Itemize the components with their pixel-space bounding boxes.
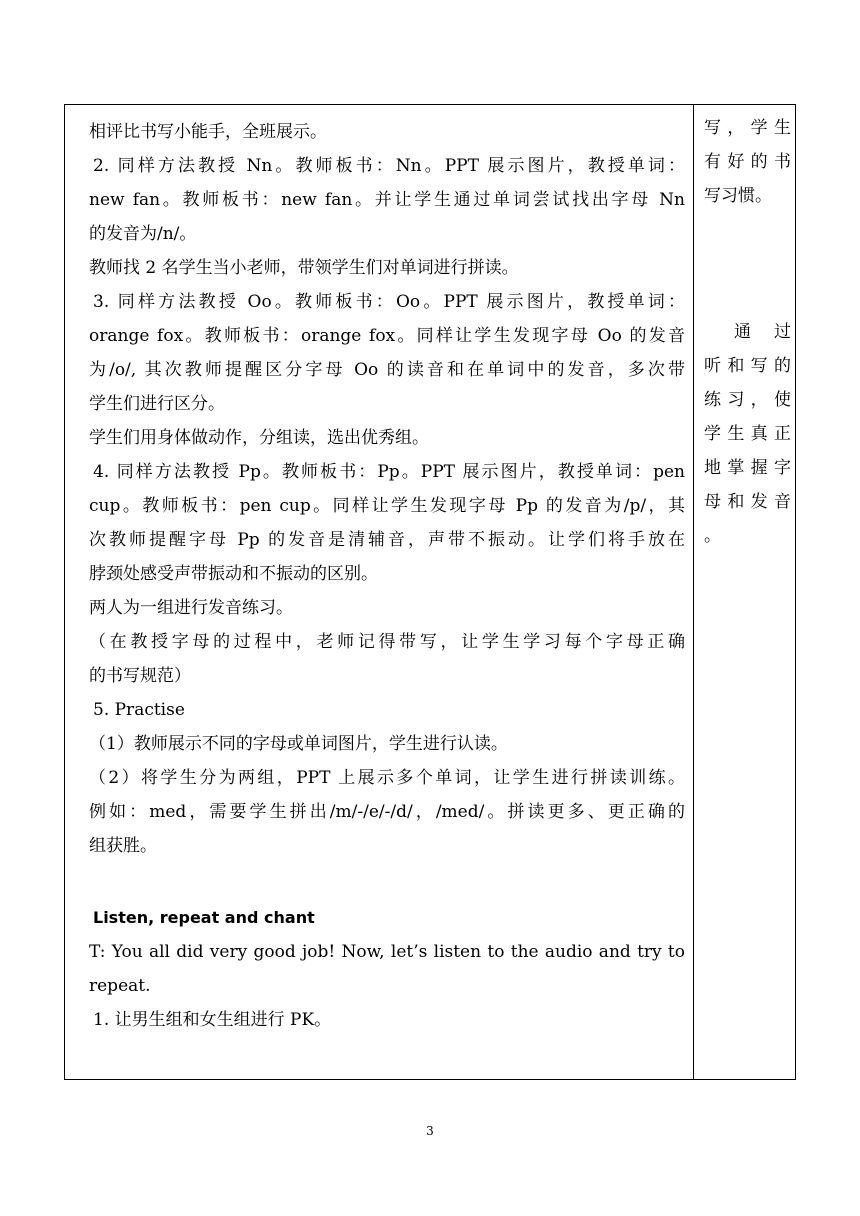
text-line: orange fox。教师板书：orange fox。同样让学生发现字母 Oo 的发音: [89, 326, 685, 346]
page-number: 3: [426, 1124, 434, 1138]
procedure-column: [65, 105, 693, 1037]
text-line: 学生们用身体做动作，分组读，选出优秀组。: [89, 428, 429, 448]
text-line: （在教授字母的过程中，老师记得带写，让学生学习每个字母正确: [89, 632, 685, 652]
text-line: 例如：med，需要学生拼出/m/-/e/-/d/，/med/。拼读更多、更正确的: [89, 802, 685, 822]
text-line: 1. 让男生组和女生组进行 PK。: [93, 1010, 332, 1030]
text-line: cup。教师板书：pen cup。同样让学生发现字母 Pp 的发音为/p/，其: [89, 496, 685, 516]
text-line: 的书写规范）: [89, 666, 191, 686]
text-line: 组获胜。: [89, 836, 157, 856]
text-line: 为/o/, 其次教师提醒区分字母 Oo 的读音和在单词中的发音，多次带: [89, 360, 685, 380]
text-line: 次教师提醒字母 Pp 的发音是清辅音，声带不振动。让学们将手放在: [89, 530, 685, 550]
side-line: 有好的书: [704, 152, 791, 172]
side-line: 。: [704, 526, 721, 546]
text-line: 教师找 2 名学生当小老师，带领学生们对单词进行拼读。: [89, 258, 519, 278]
side-line: 地掌握字: [704, 458, 791, 478]
text-line: 的发音为/n/。: [89, 224, 197, 244]
text-line: 3. 同样方法教授 Oo。教师板书：Oo。PPT 展示图片，教授单词：: [93, 292, 685, 312]
text-line: 相评比书写小能手，全班展示。: [89, 122, 327, 142]
text-line: 脖颈处感受声带振动和不振动的区别。: [89, 564, 378, 584]
side-line: 听和写的: [704, 356, 791, 376]
side-line: 通过: [734, 322, 791, 342]
text-line: 5. Practise: [93, 700, 185, 720]
text-line: （2）将学生分为两组，PPT 上展示多个单词，让学生进行拼读训练。: [89, 768, 685, 788]
intent-column: [694, 105, 797, 553]
text-line: 2. 同样方法教授 Nn。教师板书：Nn。PPT 展示图片，教授单词：: [93, 156, 685, 176]
section-heading: Listen, repeat and chant: [93, 908, 315, 927]
text-line: new fan。教师板书：new fan。并让学生通过单词尝试找出字母 Nn: [89, 190, 685, 210]
side-line: 练习，使: [704, 390, 791, 410]
text-line: （1）教师展示不同的字母或单词图片，学生进行认读。: [89, 734, 508, 754]
text-line: 4. 同样方法教授 Pp。教师板书：Pp。PPT 展示图片，教授单词：pen: [93, 462, 685, 482]
side-line: 母和发音: [704, 492, 791, 512]
text-line: repeat.: [89, 976, 151, 996]
side-line: 学生真正: [704, 424, 791, 444]
side-line: 写，学生: [704, 118, 791, 138]
text-line: T: You all did very good job! Now, let’s listen to the audio and try to: [89, 942, 685, 962]
text-line: 两人为一组进行发音练习。: [89, 598, 293, 618]
text-line: 学生们进行区分。: [89, 394, 225, 414]
lesson-table: [64, 104, 796, 1080]
side-line: 写习惯。: [704, 186, 772, 206]
